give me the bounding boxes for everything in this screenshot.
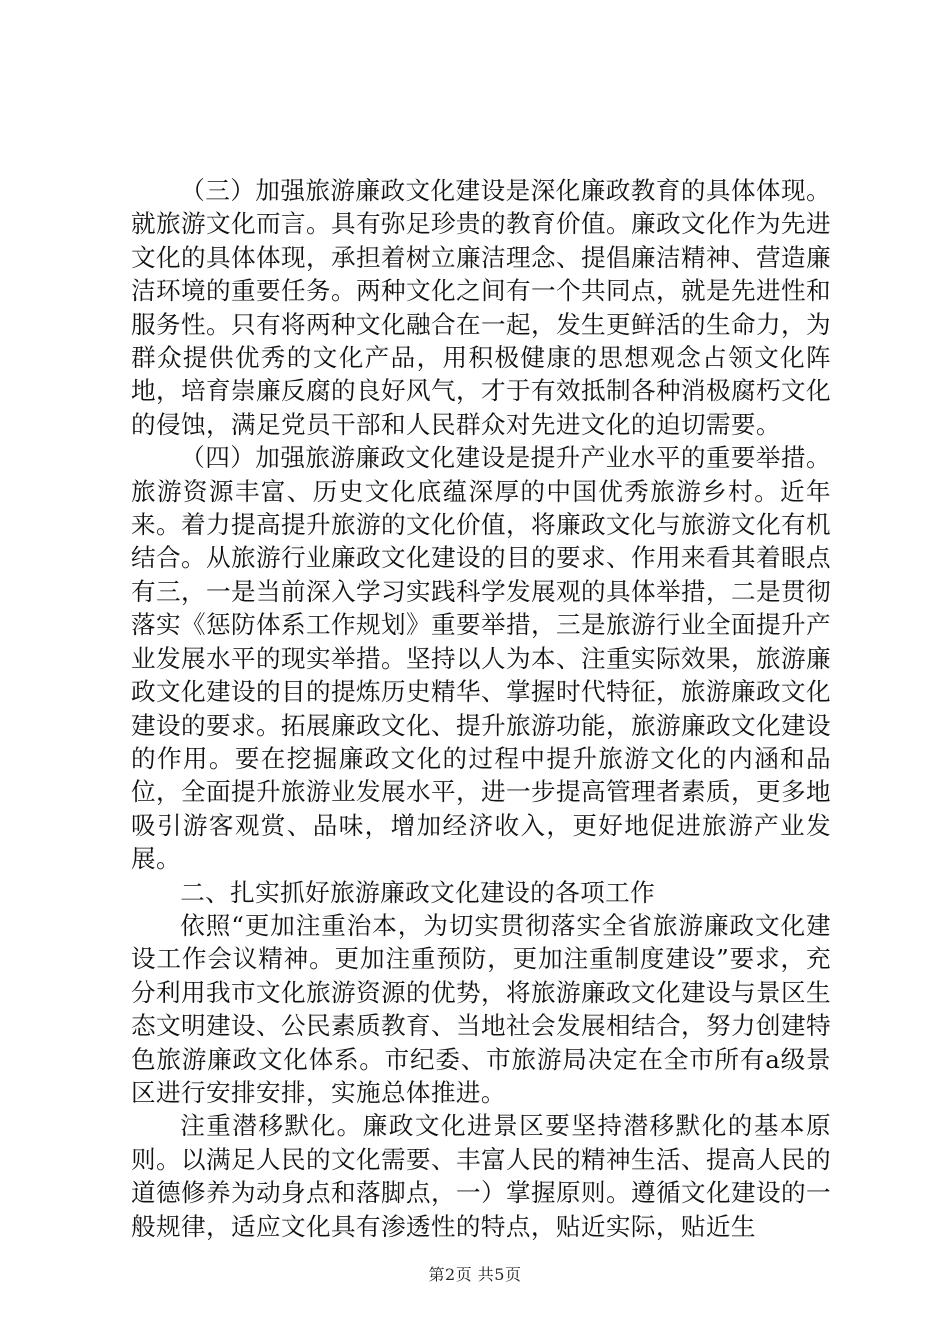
document-body <box>131 174 831 1243</box>
paragraph-3-section: （三）加强旅游廉政文化建设是深化廉政教育的具体体现。就旅游文化而言。具有弥足珍贵的教育价值。廉政文化作为先进文化的具体体现，承担着树立廉洁理念、提倡廉洁精神、营造廉洁环境的重要任务。两种文化之间有一个共同点，就是先进性和服务性。只有将两种文化融合在一起，发生更鲜活的生命力，为群众提供优秀的文化产品，用积极健康的思想观念占领文化阵地，培育崇廉反腐的良好风气，才于有效抵制各种消极腐朽文化的侵蚀，满足党员干部和人民群众对先进文化的迫切需要。 <box>131 176 831 439</box>
paragraph-basis: 依照“更加注重治本，为切实贯彻落实全省旅游廉政文化建设工作会议精神。更加注重预防，更加注重制度建设”要求，充分利用我市文化旅游资源的优势，将旅游廉政文化建设与景区生态文明建设、公民素质教育、当地社会发展相结合，努力创建特色旅游廉政文化体系。市纪委、市旅游局决定在全市所有a级景区进行安排安排，实施总体推进。 <box>131 910 831 1107</box>
page-number-footer: 第2页 共5页 <box>428 1265 522 1284</box>
section-heading-2: 二、扎实抓好旅游廉政文化建设的各项工作 <box>180 877 656 907</box>
paragraph-principle: 注重潜移默化。廉政文化进景区要坚持潜移默化的基本原则。以满足人民的文化需要、丰富人民的精神生活、提高人民的道德修养为动身点和落脚点，一）掌握原则。遵循文化建设的一般规律，适应文化具有渗透性的特点，贴近实际，贴近生 <box>131 1111 831 1241</box>
paragraph-4-section: （四）加强旅游廉政文化建设是提升产业水平的重要举措。旅游资源丰富、历史文化底蕴深厚的中国优秀旅游乡村。近年来。着力提高提升旅游的文化价值，将廉政文化与旅游文化有机结合。从旅游行业廉政文化建设的目的要求、作用来看其着眼点有三，一是当前深入学习实践科学发展观的具体举措，二是贯彻落实《惩防体系工作规划》重要举措，三是旅游行业全面提升产业发展水平的现实举措。坚持以人为本、注重实际效果，旅游廉政文化建设的目的提炼历史精华、掌握时代特征，旅游廉政文化建设的要求。拓展廉政文化、提升旅游功能，旅游廉政文化建设的作用。要在挖掘廉政文化的过程中提升旅游文化的内涵和品位，全面提升旅游业发展水平，进一步提高管理者素质，更多地吸引游客观赏、品味，增加经济收入，更好地促进旅游产业发展。 <box>131 443 831 874</box>
